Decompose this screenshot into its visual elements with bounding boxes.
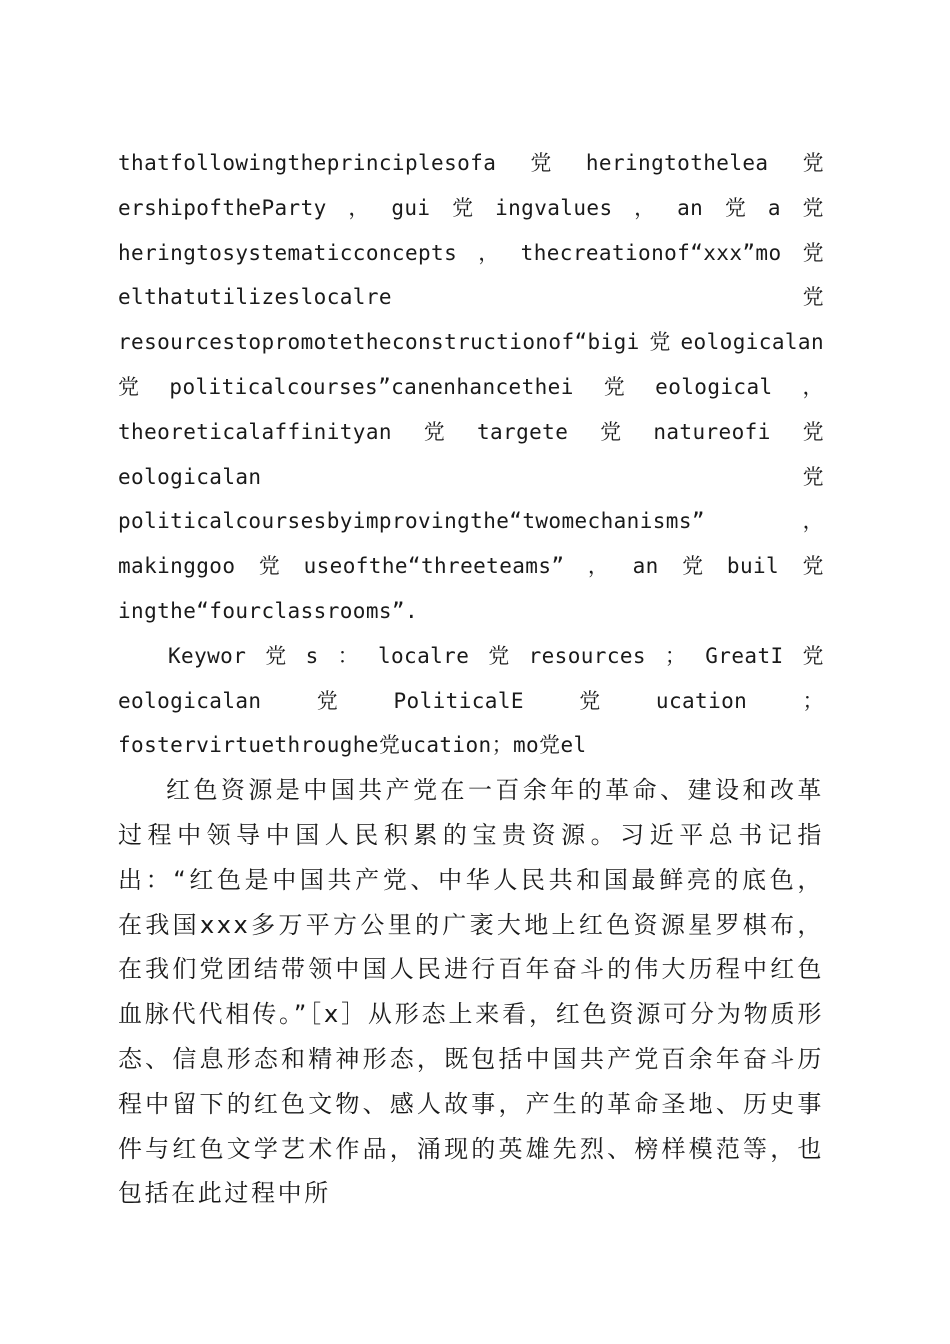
text-token: a: [767, 195, 781, 220]
abstract-line: [118, 589, 824, 634]
text-token: eological: [655, 374, 773, 399]
text-token: 党: [802, 554, 824, 579]
text-token: ingvalues: [495, 195, 613, 220]
text-token: ，: [478, 240, 500, 265]
abstract-line: [118, 544, 824, 589]
text-token: theoreticalaffinityan: [118, 419, 392, 444]
abstract-line: [118, 141, 824, 186]
text-token: eologicalan: [118, 688, 262, 713]
text-token: PoliticalE: [393, 688, 524, 713]
text-token: s: [305, 643, 319, 668]
text-token: thatfollowingtheprinciplesofa: [118, 151, 497, 175]
abstract-line: [118, 186, 824, 231]
text-token: 党: [649, 330, 671, 355]
text-token: targete: [476, 419, 569, 444]
text-token: ；: [664, 643, 687, 668]
text-token: elthatutilizeslocalre: [118, 285, 392, 310]
text-token: 党: [118, 374, 140, 399]
abstract-line: [118, 365, 824, 410]
text-token: thecreationof“xxx”mo: [520, 240, 782, 265]
text-token: GreatI: [705, 643, 784, 668]
keyword-line: [118, 634, 824, 679]
body-paragraph: 红色资源是中国共产党在一百余年的革命、建设和改革过程中领导中国人民积累的宝贵资源。习近平总书记指出：“红色是中国共产党、中华人民共和国最鲜亮的底色，在我国xxx多万平方公里的广袤大地上红色资源星罗棋布，在我们党团结带领中国人民进行百年奋斗的伟大历程中红色血脉代代相传。”［x］从形态上来看，红色资源可分为物质形态、信息形态和精神形态，既包括中国共产党百余年奋斗历程中留下的红色文物、感人故事，产生的革命圣地、历史事件与红色文学艺术作品，涌现的英雄先烈、榜样模范等，也包括在此过程中所: [118, 776, 824, 1208]
text-token: an: [677, 195, 704, 220]
text-token: 党: [579, 688, 601, 713]
document-page: [118, 141, 824, 1216]
abstract-line: [118, 499, 824, 544]
text-token: resources: [528, 643, 646, 668]
text-token: fostervirtuethroughe党ucation；mo党el: [118, 733, 587, 758]
text-token: eologicalan: [118, 464, 262, 489]
abstract-line: [118, 231, 824, 276]
text-token: 党: [600, 419, 622, 444]
text-token: useofthe“threeteams”: [303, 554, 565, 579]
text-token: 党: [802, 464, 824, 489]
text-token: 党: [802, 240, 824, 265]
text-token: ，: [802, 509, 824, 534]
text-token: 党: [452, 195, 474, 220]
text-token: ，: [802, 374, 824, 399]
text-token: 党: [603, 374, 626, 399]
text-token: eologicalan: [680, 330, 824, 355]
text-token: 党: [802, 419, 824, 444]
text-token: resourcestopromotetheconstructionof“bigi: [118, 330, 640, 355]
text-token: heringtothelea: [585, 151, 769, 175]
text-token: natureofi: [653, 419, 771, 444]
abstract-line: [118, 455, 824, 500]
text-token: Keywor: [168, 643, 247, 668]
text-token: 党: [802, 643, 824, 668]
english-keywords: [118, 634, 824, 768]
text-token: ；: [802, 688, 824, 713]
text-token: ucation: [655, 688, 748, 713]
text-token: ingthe“fourclassrooms”.: [118, 598, 418, 623]
text-token: heringtosystematicconcepts: [118, 240, 458, 265]
text-token: localre: [377, 643, 470, 668]
text-token: buil: [726, 554, 780, 579]
text-token: 党: [265, 643, 287, 668]
text-token: 党: [802, 285, 824, 310]
english-abstract: [118, 141, 824, 634]
text-token: 党: [423, 419, 446, 444]
text-token: 党: [802, 151, 824, 175]
text-token: makinggoo: [118, 554, 236, 579]
text-token: ，: [348, 195, 370, 220]
keyword-line: [118, 723, 824, 768]
text-token: 党: [316, 688, 339, 713]
abstract-line: [118, 275, 824, 320]
text-token: politicalcoursesbyimprovingthe“twomechanisms”: [118, 509, 705, 534]
text-token: 党: [258, 554, 281, 579]
text-token: 党: [530, 151, 552, 175]
text-token: ：: [337, 643, 359, 668]
text-token: an: [632, 554, 659, 579]
text-token: ershipoftheParty: [118, 195, 327, 220]
text-token: ，: [587, 554, 610, 579]
text-token: gui: [391, 195, 431, 220]
text-token: politicalcourses”canenhancethei: [169, 374, 574, 399]
abstract-line: [118, 410, 824, 455]
text-token: 党: [802, 195, 824, 220]
abstract-line: [118, 320, 824, 365]
keyword-line: [118, 679, 824, 724]
text-token: 党: [682, 554, 704, 579]
text-token: 党: [488, 643, 510, 668]
text-token: ，: [634, 195, 656, 220]
text-token: 党: [724, 195, 747, 220]
